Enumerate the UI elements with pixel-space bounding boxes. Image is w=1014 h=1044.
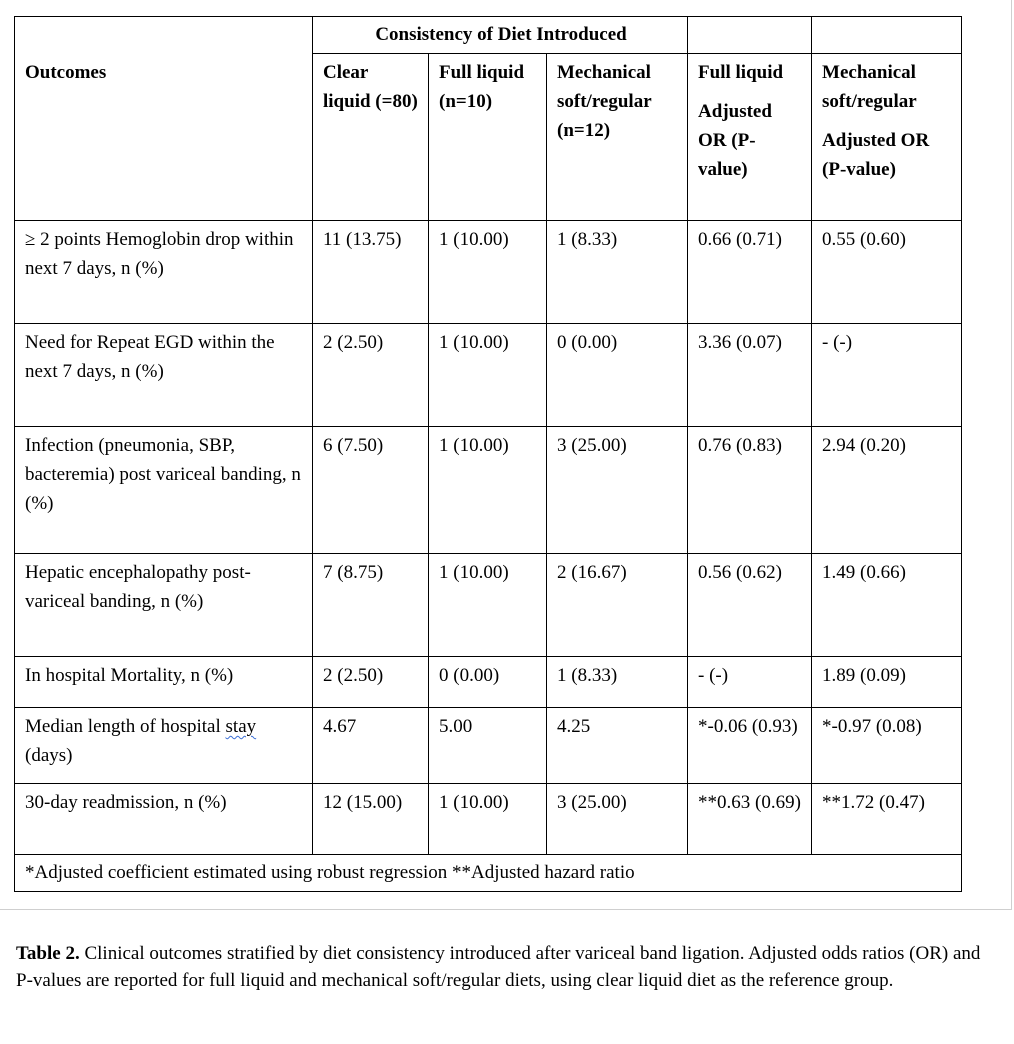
full-liquid-cell: 1 (10.00)	[429, 554, 547, 657]
col-header-mechanical-or	[812, 54, 962, 221]
outcomes-table	[14, 16, 962, 892]
full-liquid-or-cell: 3.36 (0.07)	[688, 324, 812, 427]
full-liquid-or-cell: **0.63 (0.69)	[688, 784, 812, 855]
mechanical-cell: 3 (25.00)	[547, 427, 688, 554]
header-blank-cell	[688, 17, 812, 54]
table-row	[15, 427, 962, 554]
full-liquid-or-cell: 0.56 (0.62)	[688, 554, 812, 657]
table-row	[15, 324, 962, 427]
outcome-text: (days)	[25, 745, 73, 766]
mechanical-or-sub: Adjusted OR (P-value)	[822, 130, 930, 180]
clear-liquid-cell: 4.67	[313, 708, 429, 784]
full-liquid-cell: 5.00	[429, 708, 547, 784]
table-row	[15, 554, 962, 657]
full-liquid-or-cell: *-0.06 (0.93)	[688, 708, 812, 784]
header-row-group	[15, 17, 962, 54]
spellcheck-underlined-word: stay	[225, 716, 257, 737]
mechanical-cell: 0 (0.00)	[547, 324, 688, 427]
table-row	[15, 708, 962, 784]
header-blank-cell	[812, 17, 962, 54]
outcome-cell: Infection (pneumonia, SBP, bacteremia) post variceal banding, n (%)	[15, 427, 313, 554]
col-header-mechanical: Mechanical soft/regular (n=12)	[547, 54, 688, 221]
header-row-columns	[15, 54, 962, 221]
full-liquid-or-sub: Adjusted OR (P-value)	[698, 101, 772, 180]
table-row	[15, 784, 962, 855]
header-blank-cell	[15, 17, 313, 54]
mechanical-cell: 3 (25.00)	[547, 784, 688, 855]
outcome-cell: Hepatic encephalopathy post-variceal banding, n (%)	[15, 554, 313, 657]
outcome-cell: In hospital Mortality, n (%)	[15, 657, 313, 708]
full-liquid-or-cell: - (-)	[688, 657, 812, 708]
clear-liquid-cell: 6 (7.50)	[313, 427, 429, 554]
caption-label: Table 2.	[16, 943, 80, 964]
full-liquid-cell: 1 (10.00)	[429, 324, 547, 427]
outcome-cell: ≥ 2 points Hemoglobin drop within next 7 days, n (%)	[15, 221, 313, 324]
mechanical-or-cell: 0.55 (0.60)	[812, 221, 962, 324]
clear-liquid-cell: 12 (15.00)	[313, 784, 429, 855]
full-liquid-or-cell: 0.66 (0.71)	[688, 221, 812, 324]
clear-liquid-cell: 11 (13.75)	[313, 221, 429, 324]
clear-liquid-cell: 2 (2.50)	[313, 657, 429, 708]
mechanical-or-cell: - (-)	[812, 324, 962, 427]
full-liquid-cell: 1 (10.00)	[429, 221, 547, 324]
mechanical-or-cell: 1.89 (0.09)	[812, 657, 962, 708]
mechanical-or-cell: 2.94 (0.20)	[812, 427, 962, 554]
mechanical-or-label: Mechanical soft/regular	[822, 62, 917, 112]
mechanical-or-cell: 1.49 (0.66)	[812, 554, 962, 657]
mechanical-or-cell: *-0.97 (0.08)	[812, 708, 962, 784]
full-liquid-cell: 1 (10.00)	[429, 427, 547, 554]
caption-text: Clinical outcomes stratified by diet consistency introduced after variceal band ligation. Adjusted odds ratios (OR) and P-values are reported for full liquid and mechanical soft/regular diets, using clear liquid diet as the reference group.	[16, 943, 981, 991]
outcome-cell	[15, 708, 313, 784]
footnote-row	[15, 855, 962, 892]
clear-liquid-cell: 7 (8.75)	[313, 554, 429, 657]
clear-liquid-cell: 2 (2.50)	[313, 324, 429, 427]
outcome-cell: 30-day readmission, n (%)	[15, 784, 313, 855]
mechanical-cell: 1 (8.33)	[547, 221, 688, 324]
col-header-clear-liquid: Clear liquid (=80)	[313, 54, 429, 221]
table-row	[15, 657, 962, 708]
outcome-text: Median length of hospital	[25, 716, 226, 737]
full-liquid-cell: 0 (0.00)	[429, 657, 547, 708]
outcome-cell: Need for Repeat EGD within the next 7 days, n (%)	[15, 324, 313, 427]
col-header-full-liquid: Full liquid (n=10)	[429, 54, 547, 221]
table-caption	[16, 940, 996, 994]
group-header: Consistency of Diet Introduced	[313, 17, 688, 54]
full-liquid-or-label: Full liquid	[698, 62, 784, 83]
full-liquid-cell: 1 (10.00)	[429, 784, 547, 855]
full-liquid-or-cell: 0.76 (0.83)	[688, 427, 812, 554]
mechanical-cell: 4.25	[547, 708, 688, 784]
col-header-full-liquid-or	[688, 54, 812, 221]
mechanical-or-cell: **1.72 (0.47)	[812, 784, 962, 855]
table-row	[15, 221, 962, 324]
mechanical-cell: 2 (16.67)	[547, 554, 688, 657]
col-header-outcomes: Outcomes	[15, 54, 313, 221]
mechanical-cell: 1 (8.33)	[547, 657, 688, 708]
table-footnote: *Adjusted coefficient estimated using robust regression **Adjusted hazard ratio	[15, 855, 962, 892]
